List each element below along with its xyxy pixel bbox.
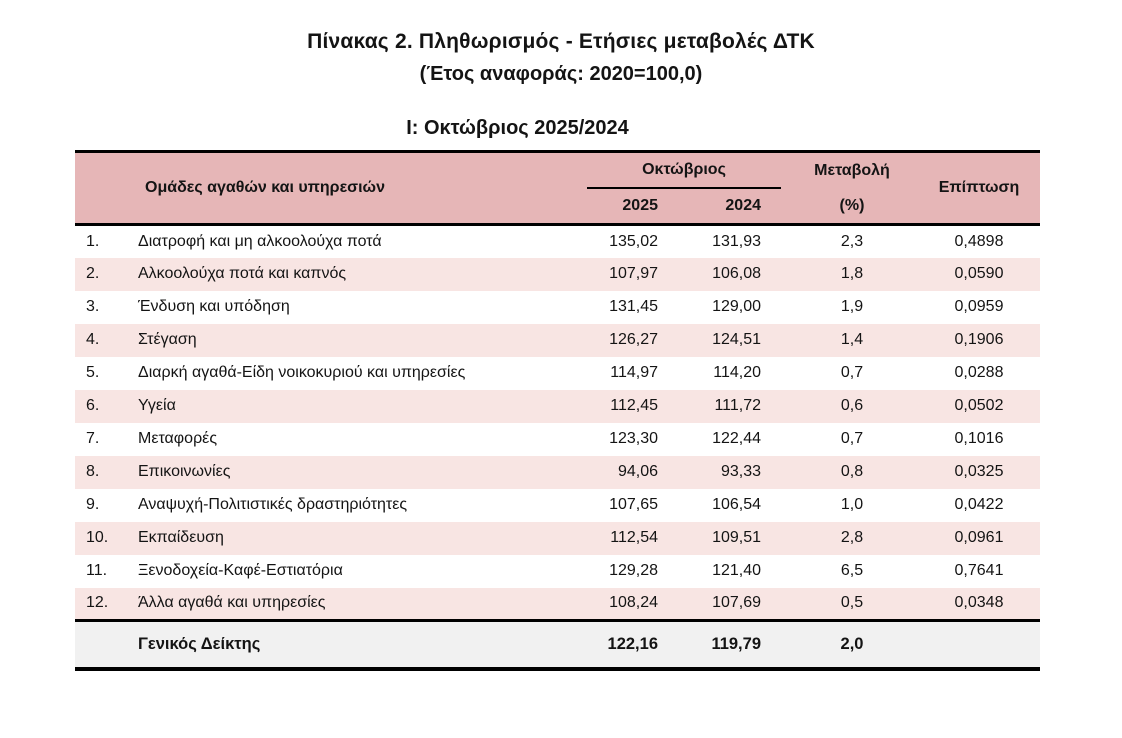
- header-change-line2: (%): [839, 196, 865, 214]
- row-value-2024: 106,08: [680, 258, 786, 291]
- row-impact: 0,0502: [918, 390, 1040, 423]
- row-number: 4.: [75, 324, 138, 357]
- row-value-2024: 114,20: [713, 364, 761, 381]
- row-change-pct: 2,8: [786, 522, 918, 555]
- row-impact: 0,1906: [918, 324, 1040, 357]
- row-value-2024: 109,51: [680, 522, 786, 555]
- table-footer: [75, 621, 1040, 669]
- section-heading: Ι: Οκτώβριος 2025/2024: [406, 117, 629, 139]
- row-number: 1.: [86, 232, 100, 250]
- row-value-2025: 108,24: [582, 588, 680, 621]
- row-change-pct: 1,8: [786, 258, 918, 291]
- header-impact: Επίπτωση: [918, 152, 1040, 225]
- row-number: 9.: [86, 496, 100, 513]
- row-impact: 0,1016: [954, 430, 1004, 447]
- row-change-pct: 6,5: [840, 562, 864, 579]
- row-value-2024: 121,40: [712, 562, 761, 579]
- row-impact: 0,7641: [954, 562, 1004, 579]
- row-impact: 0,0961: [918, 522, 1040, 555]
- table-row: [75, 522, 1040, 555]
- row-number: 6.: [75, 390, 138, 423]
- row-value-2024: 129,00: [712, 298, 761, 315]
- row-value-2024: 124,51: [680, 324, 786, 357]
- row-impact: 0,0959: [954, 298, 1004, 315]
- row-impact: 0,0325: [918, 456, 1040, 489]
- row-value-2025: 123,30: [609, 430, 658, 447]
- table-row: [75, 456, 1040, 489]
- page-subtitle: (Έτος αναφοράς: 2020=100,0): [419, 63, 703, 85]
- total-label: Γενικός Δείκτης: [75, 621, 582, 669]
- header-groups: Ομάδες αγαθών και υπηρεσιών: [75, 152, 582, 225]
- header-year-2024: 2024: [680, 189, 786, 225]
- row-value-2025: 112,54: [582, 522, 680, 555]
- inflation-table: [75, 150, 1040, 671]
- row-impact: 0,4898: [954, 232, 1004, 250]
- table-row: [75, 357, 1040, 390]
- row-value-2024: 131,93: [712, 232, 761, 250]
- row-value-2024: 111,72: [680, 390, 786, 423]
- row-value-2025: 94,06: [582, 456, 680, 489]
- row-label: Υγεία: [138, 390, 582, 423]
- row-number: 11.: [86, 562, 108, 579]
- row-number: 5.: [86, 364, 100, 381]
- table-row: [75, 225, 1040, 258]
- total-row: [75, 621, 1040, 669]
- row-value-2025: 107,97: [582, 258, 680, 291]
- header-change: [786, 152, 918, 225]
- total-impact: [918, 621, 1040, 669]
- row-impact: 0,0288: [954, 364, 1004, 381]
- header-change-line1: Μεταβολή: [814, 161, 890, 179]
- row-value-2024: 107,69: [680, 588, 786, 621]
- header-year-2025: 2025: [582, 189, 680, 225]
- table-row: [75, 423, 1040, 456]
- row-value-2025: 112,45: [582, 390, 680, 423]
- table-row: [75, 390, 1040, 423]
- row-value-2025: 129,28: [609, 562, 658, 579]
- page-title: Πίνακας 2. Πληθωρισμός - Ετήσιες μεταβολές ΔΤΚ: [307, 30, 815, 53]
- inflation-table-container: [75, 150, 1040, 671]
- row-value-2025: 114,97: [610, 364, 658, 381]
- table-row: [75, 291, 1040, 324]
- table-body: [75, 225, 1040, 621]
- table-row: [75, 258, 1040, 291]
- row-value-2024: 106,54: [712, 496, 761, 513]
- row-number: 3.: [86, 298, 100, 315]
- row-change-pct: 0,5: [786, 588, 918, 621]
- row-label: Εκπαίδευση: [138, 522, 582, 555]
- row-label: Αναψυχή-Πολιτιστικές δραστηριότητες: [138, 496, 408, 513]
- row-change-pct: 0,7: [840, 430, 864, 447]
- row-value-2025: 131,45: [609, 298, 658, 315]
- table-row: [75, 489, 1040, 522]
- row-change-pct: 0,7: [840, 364, 864, 381]
- table-row: [75, 555, 1040, 588]
- row-label: Μεταφορές: [138, 430, 218, 447]
- row-change-pct: 0,6: [786, 390, 918, 423]
- total-value-2024: 119,79: [680, 621, 786, 669]
- row-impact: 0,0590: [918, 258, 1040, 291]
- row-number: 10.: [75, 522, 138, 555]
- row-change-pct: 1,0: [840, 496, 864, 513]
- row-value-2025: 107,65: [609, 496, 658, 513]
- row-label: Ξενοδοχεία-Καφέ-Εστιατόρια: [138, 562, 343, 579]
- row-number: 8.: [75, 456, 138, 489]
- row-value-2025: 135,02: [609, 232, 658, 250]
- row-value-2025: 126,27: [582, 324, 680, 357]
- row-label: Διαρκή αγαθά-Είδη νοικοκυριού και υπηρεσίες: [138, 364, 466, 381]
- table-header: [75, 152, 1040, 225]
- row-change-pct: 1,9: [840, 298, 864, 315]
- row-impact: 0,0422: [954, 496, 1004, 513]
- row-label: Άλλα αγαθά και υπηρεσίες: [138, 588, 582, 621]
- total-change-pct: 2,0: [786, 621, 918, 669]
- total-value-2025: 122,16: [582, 621, 680, 669]
- row-change-pct: 1,4: [786, 324, 918, 357]
- row-label: Διατροφή και μη αλκοολούχα ποτά: [138, 232, 382, 250]
- row-label: Στέγαση: [138, 324, 582, 357]
- header-month-label: Οκτώβριος: [587, 154, 781, 189]
- row-label: Αλκοολούχα ποτά και καπνός: [138, 258, 582, 291]
- row-number: 2.: [75, 258, 138, 291]
- table-row: [75, 324, 1040, 357]
- row-value-2024: 93,33: [680, 456, 786, 489]
- table-row: [75, 588, 1040, 621]
- row-change-pct: 0,8: [786, 456, 918, 489]
- row-impact: 0,0348: [918, 588, 1040, 621]
- row-label: Επικοινωνίες: [138, 456, 582, 489]
- header-month: [582, 152, 786, 189]
- row-number: 7.: [86, 430, 100, 447]
- row-value-2024: 122,44: [712, 430, 761, 447]
- row-number: 12.: [75, 588, 138, 621]
- row-label: Ένδυση και υπόδηση: [138, 298, 290, 315]
- row-change-pct: 2,3: [840, 232, 864, 250]
